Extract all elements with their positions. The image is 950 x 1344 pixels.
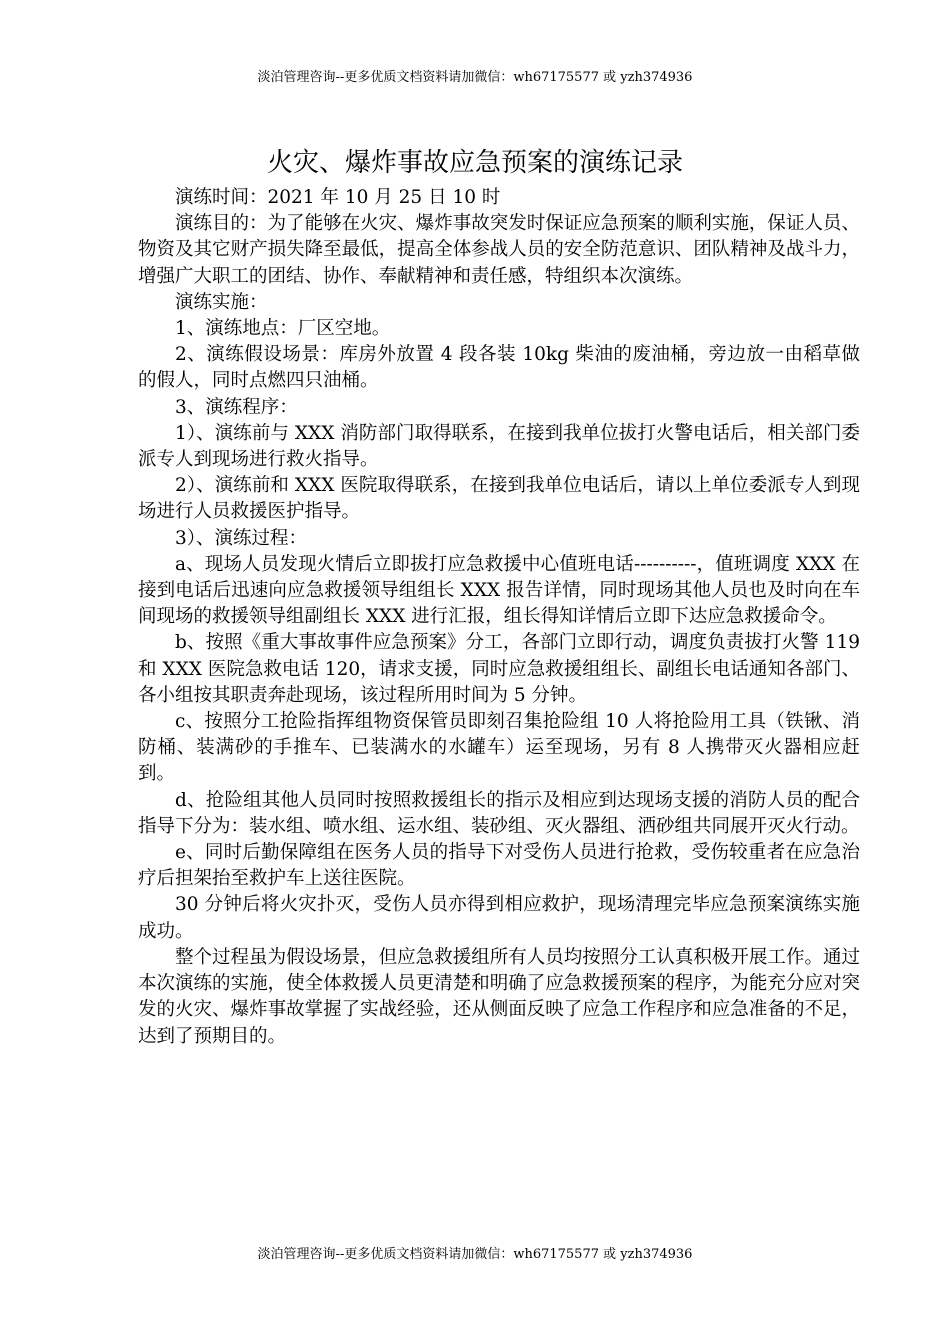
document-body [138, 185, 860, 1050]
paragraph-drill-time: 演练时间：2021 年 10 月 25 日 10 时 [175, 187, 501, 208]
paragraph-drill-location: 1、演练地点：厂区空地。 [175, 318, 391, 340]
paragraph-summary: 整个过程虽为假设场景，但应急救援组所有人员均按照分工认真积极开展工作。通过本次演练的实施，使全体救援人员更清楚和明确了应急救援预案的程序，为能充分应对突发的火灾、爆炸事故掌握了实战经验，还从侧面反映了应急工作程序和应急准备的不足，达到了预期目的。 [138, 946, 860, 1047]
paragraph-drill-implementation: 演练实施： [175, 291, 268, 313]
footer-note: 淡泊管理咨询--更多优质文档资料请加微信：wh67175577 或 yzh374936 [257, 1247, 693, 1262]
paragraph-drill-purpose: 演练目的：为了能够在火灾、爆炸事故突发时保证应急预案的顺利实施，保证人员、物资及其它财产损失降至最低，提高全体参战人员的安全防范意识、团队精神及战斗力，增强广大职工的团结、协作、奉献精神和责任感，特组织本次演练。 [138, 213, 860, 287]
paragraph-step-3: 3）、演练过程： [175, 527, 308, 549]
paragraph-process-e: e、同时后勤保障组在医务人员的指导下对受伤人员进行抢救，受伤较重者在应急治疗后担架抬至救护车上送往医院。 [138, 842, 860, 890]
paragraph-drill-procedure: 3、演练程序： [175, 396, 298, 418]
paragraph-result: 30 分钟后将火灾扑灭，受伤人员亦得到相应救护，现场清理完毕应急预案演练实施成功。 [138, 894, 860, 942]
paragraph-process-a: a、现场人员发现火情后立即拔打应急救援中心值班电话----------，值班调度 XXX 在接到电话后迅速向应急救援领导组组长 XXX 报告详情，同时现场其他人员也及时向在车间现场的救援领导组副组长 XXX 进行汇报，组长得知详情后立即下达应急救援命令。 [138, 553, 860, 628]
paragraph-step-1: 1）、演练前与 XXX 消防部门取得联系，在接到我单位拔打火警电话后，相关部门委派专人到现场进行救火指导。 [138, 422, 860, 471]
paragraph-step-2: 2）、演练前和 XXX 医院取得联系，在接到我单位电话后，请以上单位委派专人到现场进行人员救援医护指导。 [138, 475, 860, 523]
page-title: 火灾、爆炸事故应急预案的演练记录 [266, 148, 683, 178]
paragraph-process-c: c、按照分工抢险指挥组物资保管员即刻召集抢险组 10 人将抢险用工具（铁锹、消防桶、装满砂的手推车、已装满水的水罐车）运至现场，另有 8 人携带灭火器相应赶到。 [138, 711, 860, 785]
paragraph-drill-scenario: 2、演练假设场景：库房外放置 4 段各装 10kg 柴油的废油桶，旁边放一由稻草做的假人，同时点燃四只油桶。 [138, 344, 860, 392]
header-note: 淡泊管理咨询--更多优质文档资料请加微信：wh67175577 或 yzh374936 [257, 70, 693, 85]
paragraph-process-d: d、抢险组其他人员同时按照救援组长的指示及相应到达现场支援的消防人员的配合指导下分为：装水组、喷水组、运水组、装砂组、灭火器组、洒砂组共同展开灭火行动。 [138, 789, 860, 837]
paragraph-process-b: b、按照《重大事故事件应急预案》分工，各部门立即行动，调度负责拔打火警 119 和 XXX 医院急救电话 120，请求支援，同时应急救援组组长、副组长电话通知各部门、各小组按其职责奔赴现场，该过程所用时间为 5 分钟。 [138, 632, 860, 706]
